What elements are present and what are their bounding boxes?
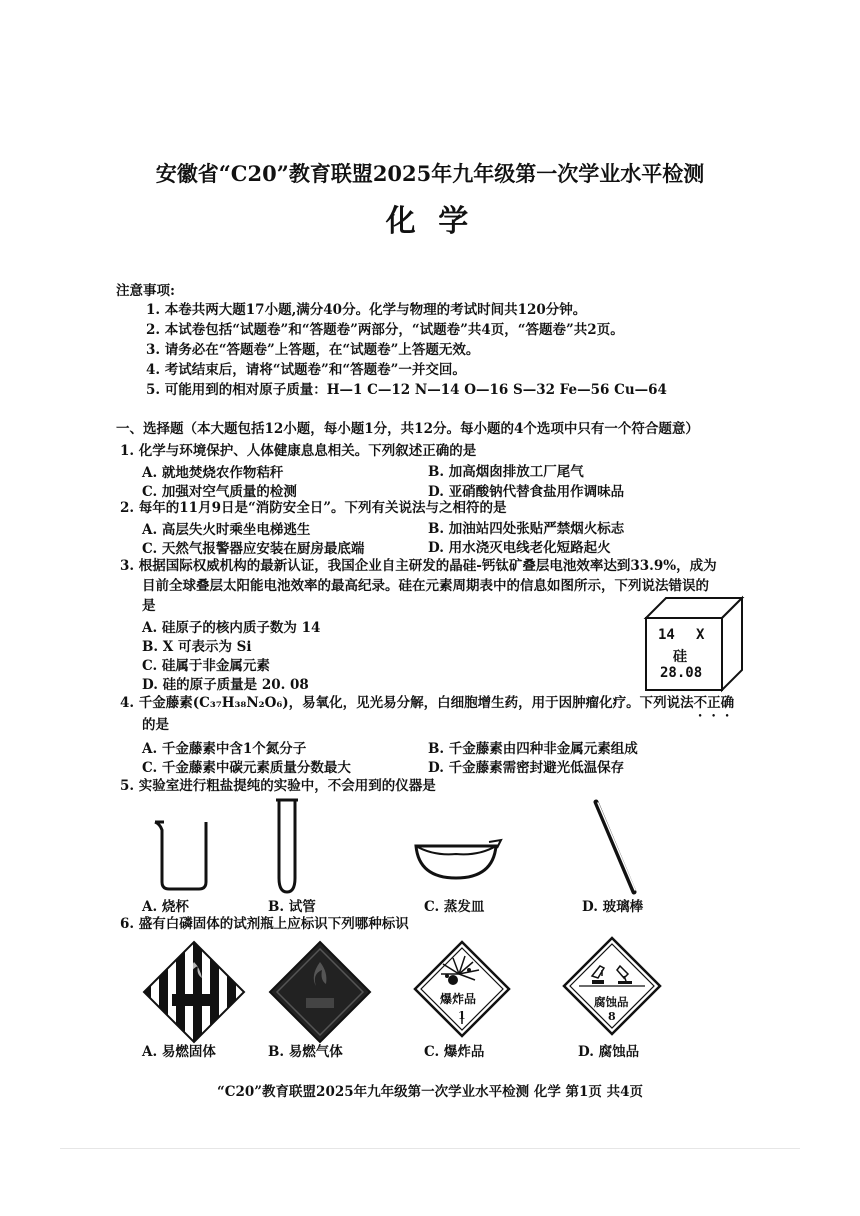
q3-stem-line3: 是	[142, 598, 156, 614]
q1-option-a: A. 就地焚烧农作物秸秆	[142, 465, 284, 481]
q3-stem-line2: 目前全球叠层太阳能电池效率的最高纪录。硅在元素周期表中的信息如图所示，下列说法错误的	[142, 578, 709, 594]
q4-option-a: A. 千金藤素中含1个氮分子	[142, 741, 307, 757]
q1-option-d: D. 亚硝酸钠代替食盐用作调味品	[428, 484, 625, 500]
q4-option-d: D. 千金藤素需密封避光低温保存	[428, 760, 625, 776]
q6-option-a: A. 易燃固体	[142, 1044, 216, 1060]
q2-option-b: B. 加油站四处张贴严禁烟火标志	[428, 521, 625, 537]
notice-heading: 注意事项:	[116, 283, 175, 299]
evaporating-dish-icon	[413, 838, 499, 882]
q4-emphasis-text: 不正确	[693, 695, 735, 711]
glass-rod-icon	[590, 798, 640, 898]
q1-option-c: C. 加强对空气质量的检测	[142, 484, 297, 500]
element-name: 硅	[673, 649, 687, 665]
section-heading: 一、选择题（本大题包括12小题，每小题1分，共12分。每小题的4个选项中只有一个符合题意）	[116, 421, 699, 437]
q4-stem-text: 4. 千金藤素(C₃₇H₃₈N₂O₆)，易氧化，见光易分解，白细胞增生药，用于因肿瘤化疗。下列说法	[120, 695, 694, 711]
corrosive-sign-number: 8	[608, 1010, 616, 1023]
element-mass: 28.08	[660, 665, 703, 681]
q2-option-a: A. 高层失火时乘坐电梯逃生	[142, 522, 311, 538]
q3-option-d: D. 硅的原子质量是 20. 08	[142, 677, 309, 693]
element-number: 14	[658, 627, 675, 643]
q1-option-b: B. 加高烟囱排放工厂尾气	[428, 464, 584, 480]
corrosive-sign-label: 腐蚀品	[594, 995, 629, 1009]
q6-option-b: B. 易燃气体	[268, 1044, 343, 1060]
q4-stem-line2: 的是	[142, 717, 169, 733]
q5-option-d: D. 玻璃棒	[582, 899, 644, 915]
q5-stem: 5. 实验室进行粗盐提纯的实验中，不会用到的仪器是	[120, 778, 436, 794]
q6-option-d: D. 腐蚀品	[578, 1044, 640, 1060]
q3-option-a: A. 硅原子的核内质子数为 14	[142, 620, 321, 636]
notice-item-1: 1. 本卷共两大题17小题,满分40分。化学与物理的考试时间共120分钟。	[146, 302, 587, 318]
notice-item-2: 2. 本试卷包括“试题卷”和“答题卷”两部分，“试题卷”共4页，“答题卷”共2页。	[146, 322, 624, 338]
q2-option-d: D. 用水浇灭电线老化短路起火	[428, 540, 611, 556]
q5-option-a: A. 烧杯	[142, 899, 189, 915]
q4-stem-line1	[120, 694, 734, 720]
page-footer: “C20”教育联盟2025年九年级第一次学业水平检测 化学 第1页 共4页	[216, 1084, 644, 1100]
q1-stem: 1. 化学与环境保护、人体健康息息相关。下列叙述正确的是	[120, 443, 477, 459]
explosive-sign-label: 爆炸品	[440, 992, 477, 1006]
q6-stem: 6. 盛有白磷固体的试剂瓶上应标识下列哪种标识	[120, 916, 409, 932]
q4-option-b: B. 千金藤素由四种非金属元素组成	[428, 741, 638, 757]
q6-option-c: C. 爆炸品	[424, 1044, 485, 1060]
test-tube-icon	[272, 798, 302, 896]
notice-item-5: 5. 可能用到的相对原子质量：H—1 C—12 N—14 O—16 S—32 Fe—56 Cu—64	[146, 382, 667, 398]
q2-stem: 2. 每年的11月9日是“消防安全日”。下列有关说法与之相符的是	[120, 500, 507, 516]
q5-option-c: C. 蒸发皿	[424, 899, 485, 915]
flammable-gas-sign-icon	[268, 940, 372, 1044]
q3-stem-line1: 3. 根据国际权威机构的最新认证，我国企业自主研发的晶硅-钙钛矿叠层电池效率达到33.9%，成为	[120, 558, 717, 574]
q5-option-b: B. 试管	[268, 899, 316, 915]
explosive-sign-icon	[413, 940, 511, 1038]
q3-option-b: B. X 可表示为 Si	[142, 639, 252, 655]
q3-option-c: C. 硅属于非金属元素	[142, 658, 270, 674]
beaker-icon	[152, 818, 214, 892]
element-symbol: X	[696, 627, 705, 643]
page-bottom-rule	[60, 1148, 800, 1149]
q4-option-c: C. 千金藤素中碳元素质量分数最大	[142, 760, 351, 776]
exam-title: 安徽省“C20”教育联盟2025年九年级第一次学业水平检测	[155, 161, 705, 186]
flammable-solid-sign-icon	[142, 940, 246, 1044]
explosive-sign-number: 1	[458, 1009, 466, 1022]
notice-item-3: 3. 请务必在“答题卷”上答题，在“试题卷”上答题无效。	[146, 342, 480, 358]
q2-option-c: C. 天然气报警器应安装在厨房最底端	[142, 541, 365, 557]
notice-item-4: 4. 考试结束后，请将“试题卷”和“答题卷”一并交回。	[146, 362, 466, 378]
subject-title: 化 学	[385, 204, 475, 239]
